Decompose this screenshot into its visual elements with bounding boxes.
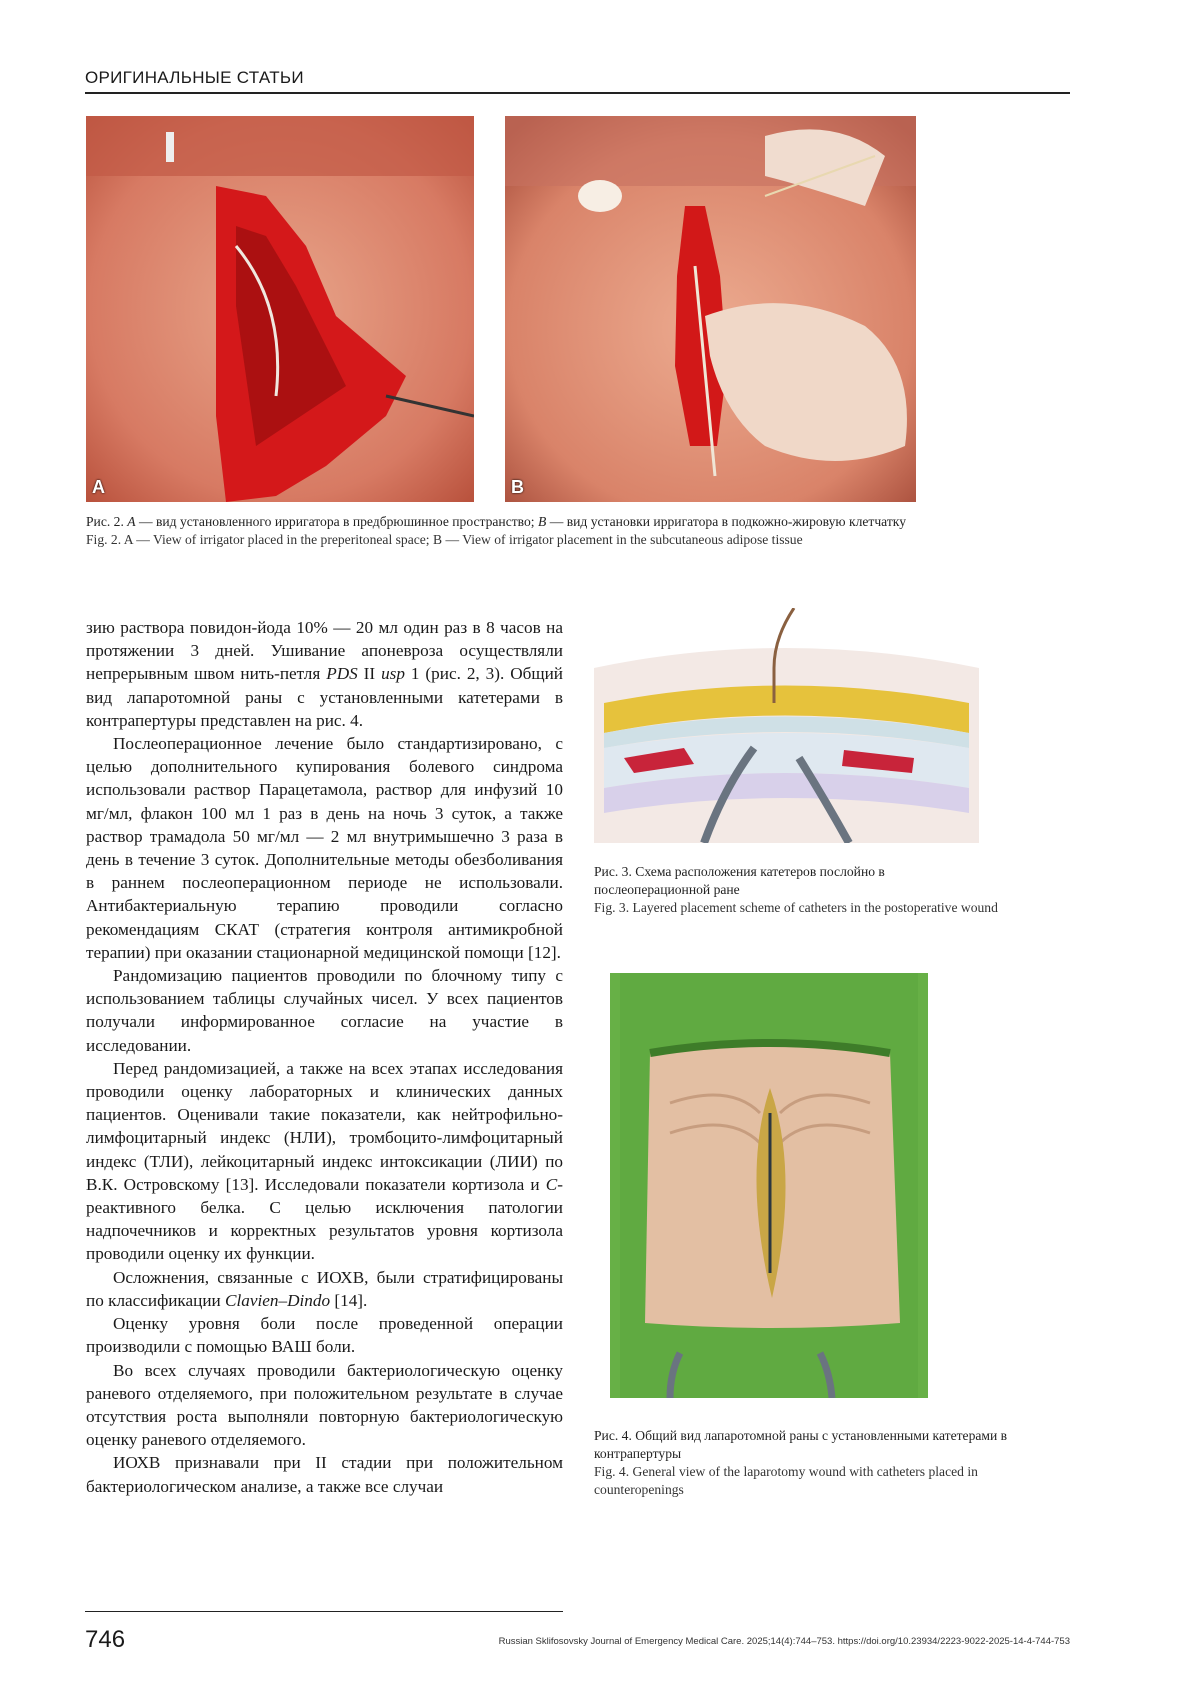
- figure-4-caption: [594, 1427, 1064, 1499]
- article-body: [86, 616, 563, 1498]
- section-header: [85, 66, 1070, 94]
- figure-2-caption-ru: Рис. 2. А — вид установленного ирригатора в предбрюшинное пространство; B — вид установки ирригатора в подкожно-жировую клетчатку: [86, 514, 906, 529]
- catheter-layer-diagram: [594, 608, 979, 843]
- figure-2b-photo: [505, 116, 916, 502]
- surgical-photo-a: [86, 116, 474, 502]
- paragraph-8: ИОХВ признавали при II стадии при положительном бактериологическом анализе, а также все случаи: [86, 1453, 563, 1496]
- figure-4-caption-ru: Рис. 4. Общий вид лапаротомной раны с установленными катетерами в контрапертуры: [594, 1428, 1008, 1461]
- journal-citation: Russian Sklifosovsky Journal of Emergency Medical Care. 2025;14(4):744–753. https://doi.org/10.23934/2223-9022-2025-14-4-744-753: [498, 1636, 1070, 1647]
- figure-4-caption-en: Fig. 4. General view of the laparotomy wound with catheters placed in counteropenings: [594, 1464, 978, 1497]
- surgical-photo-b: [505, 116, 916, 502]
- paragraph-6: Оценку уровня боли после проведенной операции производили с помощью ВАШ боли.: [86, 1314, 563, 1357]
- figure-3-diagram: [594, 608, 979, 843]
- figure-2-caption: [86, 513, 1076, 549]
- footer-divider: [85, 1611, 563, 1612]
- laparotomy-illustration: [610, 973, 928, 1398]
- paragraph-7: Во всех случаях проводили бактериологическую оценку раневого отделяемого, при положительном результате в случае отсутствия роста выполняли повторную бактериологическую оценку раневого отделяемого.: [86, 1360, 563, 1450]
- paragraph-2: Послеоперационное лечение было стандартизировано, с целью дополнительного купирования болевого синдрома использовали раствор Парацетамола, раствор для инфузий 10 мг/мл, флакон 100 мл 1 раз в день на ночь 3 суток, а также раствор трамадола 50 мг/мл — 2 мл внутримышечно 3 раза в день в течение 3 суток. Дополнительные методы обезболивания в раннем послеоперационном периоде не использовали. Антибактериальную терапию проводили согласно рекомендациям СКАТ (стратегия контроля антимикробной терапии) при оказании стационарной медицинской помощи [12].: [86, 734, 563, 962]
- panel-b-label: B: [511, 477, 524, 497]
- section-title: ОРИГИНАЛЬНЫЕ СТАТЬИ: [85, 68, 304, 87]
- paragraph-4: Перед рандомизацией, а также на всех этапах исследования проводили оценку лабораторных и клинических данных пациентов. Оценивали такие показатели, как нейтрофильно-лимфоцитарный индекс (НЛИ), тромбоцито-лимфоцитарный индекс (ТЛИ), лейкоцитарный индекс интоксикации (ЛИИ) по В.К. Островскому [13]. Исследовали показатели кортизола и С-реактивного белка. С целью исключения патологии надпочечников и корректных результатов уровня кортизола проводили оценку их функции.: [86, 1058, 563, 1264]
- figure-4-illustration: [610, 973, 928, 1398]
- figure-3-caption-ru: Рис. 3. Схема расположения катетеров послойно в послеоперационной ране: [594, 864, 885, 897]
- figure-2-caption-en: Fig. 2. A — View of irrigator placed in the preperitoneal space; B — View of irrigator placement in the subcutaneous adipose tissue: [86, 532, 803, 547]
- figure-3-caption-en: Fig. 3. Layered placement scheme of catheters in the postoperative wound: [594, 900, 998, 915]
- paragraph-3: Рандомизацию пациентов проводили по блочному типу с использованием таблицы случайных чисел. У всех пациентов получали информированное согласие на участие в исследовании.: [86, 966, 563, 1055]
- figure-2a-photo: [86, 116, 474, 502]
- panel-a-label: A: [92, 477, 105, 497]
- paragraph-1: зию раствора повидон-йода 10% — 20 мл один раз в 8 часов на протяжении 3 дней. Ушивание апоневроза осуществляли непрерывным швом нить-петля PDS II usp 1 (рис. 2, 3). Общий вид лапаротомной раны с установленными катетерами в контрапертуры представлен на рис. 4.: [86, 618, 563, 730]
- page-number: 746: [85, 1626, 126, 1653]
- paragraph-5: Осложнения, связанные с ИОХВ, были стратифицированы по классификации Clavien–Dindo [14].: [86, 1267, 563, 1310]
- figure-3-caption: [594, 863, 1064, 917]
